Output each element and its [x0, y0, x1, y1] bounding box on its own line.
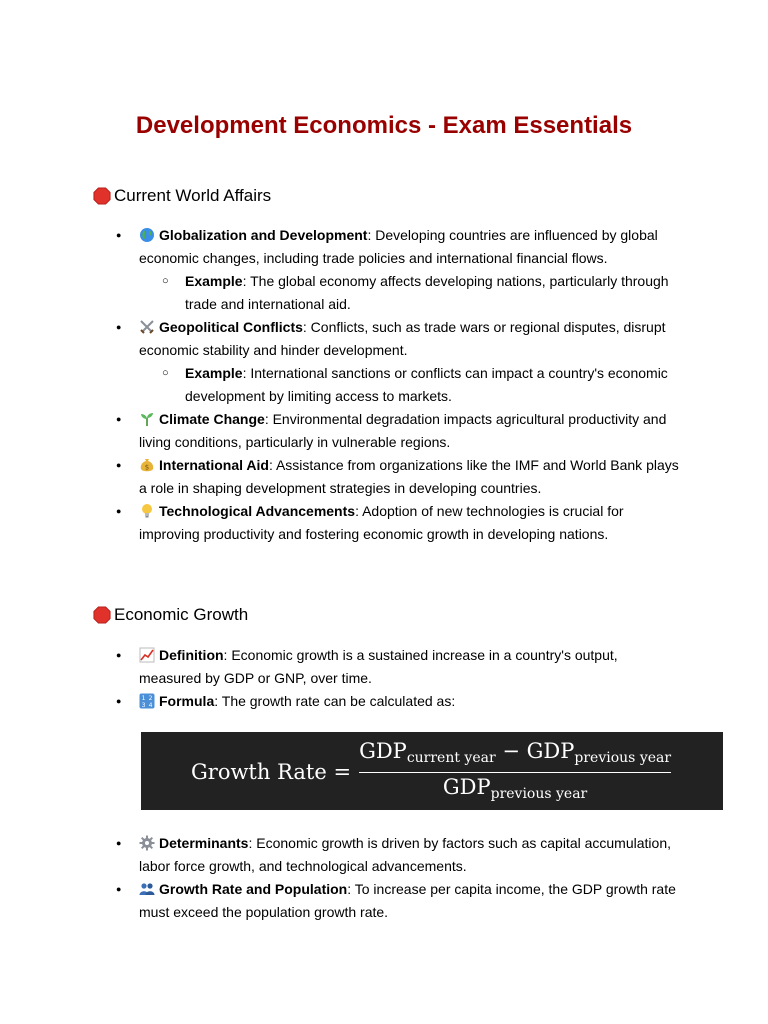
item-text: : Economic growth is a sustained increase in a country's output, measured by GDP or GNP, over time.: [139, 647, 618, 686]
item-label: Globalization and Development: [159, 227, 368, 243]
list-item: [116, 316, 682, 408]
item-label: Growth Rate and Population: [159, 881, 348, 897]
item-label: Geopolitical Conflicts: [159, 319, 303, 335]
gear-icon: [139, 835, 155, 851]
item-text: : The growth rate can be calculated as:: [214, 693, 456, 709]
list-item: [116, 832, 682, 878]
item-label: Formula: [159, 693, 215, 709]
list-item: [116, 408, 682, 454]
globe-icon: [139, 227, 155, 243]
formula-fraction: [359, 738, 671, 807]
item-text: : Assistance from organizations like the IMF and World Bank plays a role in shaping development strategies in developing countries.: [139, 457, 679, 496]
formula-gdp: GDP: [442, 774, 491, 799]
item-text: : Developing countries are influenced by global economic changes, including trade policies and international financial flows.: [139, 227, 658, 266]
list-item: [116, 690, 682, 713]
seedling-icon: [139, 411, 155, 427]
item-text: : Conflicts, such as trade wars or regional disputes, disrupt economic stability and hinder development.: [139, 319, 666, 358]
list-item: [116, 224, 682, 316]
sub-item-label: Example: [185, 273, 243, 289]
item-label: Determinants: [159, 835, 249, 851]
sub-item-text: : International sanctions or conflicts can impact a country's economic development by limiting access to markets.: [185, 365, 668, 404]
light-bulb-icon: [139, 503, 155, 519]
formula-minus: −: [502, 738, 520, 763]
svg-text:1: ● 1: [141, 695, 146, 702]
sub-list: [139, 362, 682, 408]
page-title: Development Economics - Exam Essentials: [135, 112, 633, 139]
sub-item-text: : The global economy affects developing nations, particularly through trade and international aid.: [185, 273, 669, 312]
svg-text:4: 4: [148, 702, 153, 709]
growth-rate-formula: [141, 732, 723, 810]
formula-lhs-text: Growth Rate: [191, 760, 327, 784]
list-item: [116, 500, 682, 546]
section-heading-current-world-affairs: [93, 185, 271, 207]
item-text: : Adoption of new technologies is crucial for improving productivity and fostering economic growth in developing nations.: [139, 503, 624, 542]
section-heading-label: Current World Affairs: [114, 186, 272, 205]
stop-sign-icon: [93, 606, 111, 624]
stop-sign-icon: [93, 187, 111, 205]
list-item: [116, 644, 682, 690]
sub-list: [139, 270, 682, 316]
item-label: Technological Advancements: [159, 503, 356, 519]
list-item: [116, 878, 682, 924]
item-label: International Aid: [159, 457, 269, 473]
formula-equals: =: [333, 760, 352, 784]
formula-lhs: [191, 760, 351, 784]
people-icon: [139, 881, 155, 897]
sub-item-label: Example: [185, 365, 243, 381]
economic-growth-list-top: [116, 644, 682, 713]
item-text: : Economic growth is driven by factors such as capital accumulation, labor force growth, and technological advancements.: [139, 835, 671, 874]
formula-subscript: previous year: [490, 785, 588, 802]
formula-gdp: GDP: [526, 738, 575, 763]
svg-text:2: 2: [148, 695, 153, 702]
section-heading-economic-growth: [93, 604, 248, 626]
current-world-affairs-list: [116, 224, 682, 546]
money-bag-icon: [139, 457, 155, 473]
formula-subscript: previous year: [574, 749, 672, 766]
economic-growth-list-bottom: [116, 832, 682, 924]
formula-numerator: [359, 738, 671, 771]
crossed-swords-icon: [139, 319, 155, 335]
section-heading-label: Economic Growth: [114, 605, 249, 624]
sub-list-item: [139, 270, 682, 316]
formula-gdp: GDP: [359, 738, 407, 763]
chart-increasing-icon: [139, 647, 155, 663]
svg-text:$: ● $: [144, 463, 150, 472]
fraction-bar: [359, 772, 671, 773]
item-label: Definition: [159, 647, 224, 663]
svg-text:3: 3: [141, 702, 146, 709]
formula-denominator: [443, 774, 587, 807]
item-text: : To increase per capita income, the GDP growth rate must exceed the population growth rate.: [139, 881, 676, 920]
numbers-icon: [139, 693, 155, 709]
item-text: : Environmental degradation impacts agricultural productivity and living conditions, particularly in vulnerable regions.: [139, 411, 667, 450]
formula-subscript: current year: [406, 749, 496, 766]
sub-list-item: [139, 362, 682, 408]
item-label: Climate Change: [159, 411, 265, 427]
list-item: [116, 454, 682, 500]
